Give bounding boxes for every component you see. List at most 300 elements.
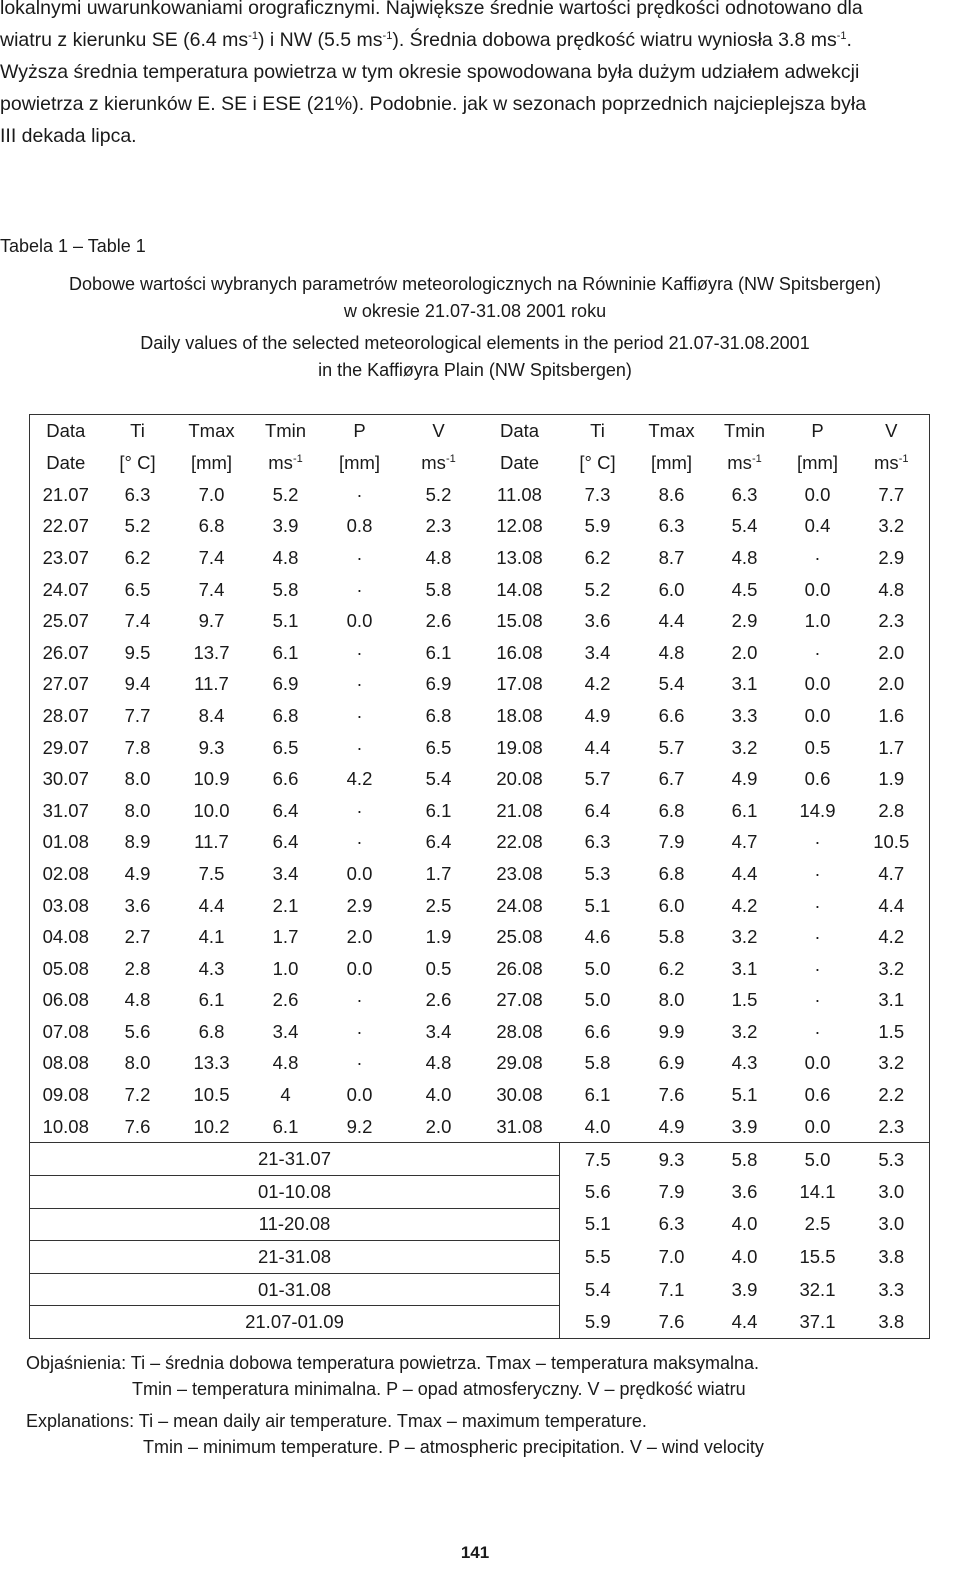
table-cell: 4.1 — [198, 926, 225, 948]
table-cell: 4.3 — [731, 1052, 758, 1074]
summary-row — [30, 1208, 930, 1241]
table-cell: 12.08 — [496, 515, 543, 537]
table-cell: 2.3 — [878, 1115, 905, 1137]
table-cell: 6.9 — [658, 1052, 685, 1074]
header-cell: [mm] — [338, 452, 381, 473]
table-cell: 2.9 — [346, 894, 373, 916]
table-cell: 0.6 — [804, 1084, 831, 1106]
table-cell: 9.9 — [658, 1020, 685, 1042]
table-cell: 3.4 — [425, 1020, 452, 1042]
table-row — [30, 732, 930, 764]
table-row — [30, 637, 930, 669]
table-cell: 2.8 — [878, 799, 905, 821]
table-cell: · — [814, 546, 821, 568]
table-cell: 26.08 — [496, 957, 543, 979]
table-cell: 6.9 — [272, 673, 299, 695]
table-cell: 6.3 — [124, 483, 151, 505]
table-cell: 07.08 — [42, 1020, 89, 1042]
table-cell: 1.9 — [425, 926, 452, 948]
table-cell: 4.7 — [731, 831, 758, 853]
table-header — [30, 415, 930, 480]
summary-period-label: 01-10.08 — [30, 1176, 560, 1209]
table-cell: 3.6 — [124, 894, 151, 916]
summary-cell: 14.1 — [799, 1180, 836, 1202]
table-cell: · — [356, 1052, 363, 1074]
table-cell: 1.7 — [272, 926, 299, 948]
summary-cell: 7.6 — [658, 1310, 685, 1332]
table-cell: 27.07 — [42, 673, 89, 695]
unit-text: ms — [421, 452, 446, 473]
paragraph-text: ). Średnia dobowa prędkość wiatru wyniosła 3.8 ms — [392, 29, 837, 51]
table-cell: 14.9 — [799, 799, 836, 821]
table-cell: 6.8 — [198, 1020, 225, 1042]
summary-cell: 5.9 — [584, 1310, 611, 1332]
table-cell: 5.1 — [731, 1084, 758, 1106]
table-cell: 30.08 — [496, 1084, 543, 1106]
table-cell: 0.0 — [804, 704, 831, 726]
table-cell: 0.0 — [346, 610, 373, 632]
summary-cell: 3.0 — [878, 1180, 905, 1202]
table-cell: 8.7 — [658, 546, 685, 568]
table-cell: 6.4 — [425, 831, 452, 853]
table-cell: 17.08 — [496, 673, 543, 695]
table-cell: 7.2 — [124, 1084, 151, 1106]
summary-cell: 5.8 — [708, 1143, 782, 1176]
table-cell: 6.5 — [425, 736, 452, 758]
table-cell: 2.6 — [272, 989, 299, 1011]
table-cell: 1.7 — [425, 862, 452, 884]
table-cell: 2.0 — [346, 926, 373, 948]
table-cell: 4.0 — [425, 1084, 452, 1106]
header-row-units — [30, 447, 930, 479]
table-cell: 4.9 — [124, 862, 151, 884]
table-cell: 6.5 — [272, 736, 299, 758]
table-cell: 7.4 — [198, 578, 225, 600]
table-cell: 31.08 — [496, 1115, 543, 1137]
table-cell: 0.5 — [804, 736, 831, 758]
table-cell: · — [356, 736, 363, 758]
table-cell: · — [814, 831, 821, 853]
summary-cell: 5.6 — [584, 1180, 611, 1202]
table-cell: 10.9 — [193, 768, 230, 790]
caption-line: in the Kaffiøyra Plain (NW Spitsbergen) — [318, 360, 632, 380]
summary-period-label: 11-20.08 — [30, 1208, 560, 1241]
paragraph-line: III dekada lipca. — [0, 125, 137, 147]
table-cell: 5.2 — [124, 515, 151, 537]
table-row — [30, 953, 930, 985]
header-row-names — [30, 415, 930, 448]
table-cell: 4.7 — [878, 862, 905, 884]
table-cell: · — [814, 641, 821, 663]
header-cell: Tmin — [264, 420, 307, 441]
table-cell: 20.08 — [496, 768, 543, 790]
table-cell: 04.08 — [42, 926, 89, 948]
table-cell: · — [356, 578, 363, 600]
table-cell: 2.8 — [124, 957, 151, 979]
table-cell: 3.4 — [584, 641, 611, 663]
table-cell: 6.0 — [658, 578, 685, 600]
table-cell: 29.07 — [42, 736, 89, 758]
table-cell: 28.07 — [42, 704, 89, 726]
table-cell: 8.6 — [658, 483, 685, 505]
table-cell: 13.7 — [193, 641, 230, 663]
table-cell: 3.9 — [272, 515, 299, 537]
summary-period-label: 21-31.08 — [30, 1241, 560, 1274]
table-cell: 5.8 — [658, 926, 685, 948]
table-cell: · — [356, 831, 363, 853]
table-cell: 6.5 — [124, 578, 151, 600]
paragraph-text: . — [846, 29, 852, 51]
table-cell: 08.08 — [42, 1052, 89, 1074]
table-cell: 8.0 — [124, 768, 151, 790]
table-cell: 6.1 — [198, 989, 225, 1011]
table-cell: 2.6 — [425, 989, 452, 1011]
summary-cell: 7.0 — [658, 1246, 685, 1268]
table-cell: 24.07 — [42, 578, 89, 600]
table-cell: 21.07 — [42, 483, 89, 505]
table-cell: 0.0 — [804, 578, 831, 600]
table-cell: 3.4 — [272, 862, 299, 884]
header-cell: Data — [499, 420, 540, 441]
table-cell: 11.7 — [194, 831, 229, 853]
summary-row — [30, 1306, 930, 1339]
table-cell: 9.2 — [346, 1115, 373, 1137]
table-cell: 1.5 — [878, 1020, 905, 1042]
table-cell: 1.9 — [878, 768, 905, 790]
table-cell: 6.7 — [658, 768, 685, 790]
summary-cell: 7.1 — [658, 1278, 685, 1300]
table-cell: 5.7 — [658, 736, 685, 758]
table-cell: · — [356, 989, 363, 1011]
table-cell: 6.1 — [425, 799, 452, 821]
table-cell: 06.08 — [42, 989, 89, 1011]
table-cell: 0.6 — [804, 768, 831, 790]
summary-cell: 3.9 — [731, 1278, 758, 1300]
body-paragraph — [0, 0, 950, 152]
table-cell: 6.4 — [584, 799, 611, 821]
summary-cell: 5.3 — [854, 1143, 930, 1176]
table-cell: 10.08 — [42, 1115, 89, 1137]
table-cell: 5.1 — [584, 894, 611, 916]
table-cell: 3.2 — [731, 736, 758, 758]
table-cell: 6.1 — [731, 799, 758, 821]
table-cell: 3.1 — [731, 957, 758, 979]
table-cell: 6.8 — [198, 515, 225, 537]
table-cell: · — [356, 641, 363, 663]
table-cell: 5.9 — [584, 515, 611, 537]
table-cell: 4.8 — [272, 1052, 299, 1074]
summary-cell: 5.4 — [584, 1278, 611, 1300]
table-cell: 5.4 — [658, 673, 685, 695]
table-cell: 6.6 — [658, 704, 685, 726]
summary-row — [30, 1143, 930, 1176]
table-cell: 7.5 — [198, 862, 225, 884]
table-cell: 6.8 — [658, 862, 685, 884]
table-cell: 01.08 — [42, 831, 89, 853]
table-cell: 31.07 — [42, 799, 89, 821]
table-cell: 4.6 — [584, 926, 611, 948]
table-cell: 4.2 — [346, 768, 373, 790]
superscript: -1 — [445, 453, 456, 465]
summary-row — [30, 1176, 930, 1209]
table-cell: 22.08 — [496, 831, 543, 853]
table-cell: 10.0 — [193, 799, 230, 821]
table-cell: 2.0 — [425, 1115, 452, 1137]
table-cell: 3.2 — [731, 926, 758, 948]
note-line: Tmin – minimum temperature. P – atmospheric precipitation. V – wind velocity — [143, 1437, 764, 1457]
header-cell: P — [811, 420, 824, 441]
table-cell: 10.5 — [873, 831, 910, 853]
table-cell: 6.6 — [272, 768, 299, 790]
summary-cell: 32.1 — [799, 1278, 836, 1300]
table-cell: 5.4 — [731, 515, 758, 537]
header-cell: V — [885, 420, 898, 441]
table-cell: 22.07 — [42, 515, 89, 537]
note-line: Objaśnienia: Ti – średnia dobowa temperatura powietrza. Tmax – temperatura maksymalna. — [26, 1353, 760, 1373]
table-cell: · — [814, 862, 821, 884]
table-cell: 3.1 — [731, 673, 758, 695]
table-cell: 2.3 — [425, 515, 452, 537]
summary-cell: 6.3 — [658, 1213, 685, 1235]
table-cell: 1.0 — [272, 957, 299, 979]
table-cell: 2.1 — [272, 894, 299, 916]
table-cell: 09.08 — [42, 1084, 89, 1106]
header-cell: Tmin — [723, 420, 766, 441]
table-cell: 5.4 — [425, 768, 452, 790]
header-cell: P — [353, 420, 366, 441]
header-cell: V — [432, 420, 445, 441]
summary-cell: 3.8 — [878, 1246, 905, 1268]
summary-cell: 3.8 — [878, 1310, 905, 1332]
paragraph-text: wiatru z kierunku SE (6.4 ms — [0, 29, 249, 51]
table-cell: 8.0 — [658, 989, 685, 1011]
table-cell: 6.3 — [584, 831, 611, 853]
table-cell: 7.6 — [124, 1115, 151, 1137]
table-cell: 29.08 — [496, 1052, 543, 1074]
header-cell — [854, 447, 930, 479]
header-cell: [° C] — [579, 452, 616, 473]
header-cell: [mm] — [190, 452, 233, 473]
superscript: -1 — [751, 453, 762, 465]
table-cell: 6.8 — [658, 799, 685, 821]
table-cell: 6.1 — [272, 1115, 299, 1137]
table-cell: 7.0 — [198, 483, 225, 505]
table-cell: 26.07 — [42, 641, 89, 663]
table-cell: 25.08 — [496, 926, 543, 948]
table-cell: · — [814, 894, 821, 916]
table-cell: · — [356, 799, 363, 821]
table-cell: 6.1 — [425, 641, 452, 663]
summary-cell: 5.0 — [782, 1143, 854, 1176]
summary-values-body — [30, 1143, 930, 1339]
table-cell: 11.08 — [497, 483, 542, 505]
unit-text: ms — [268, 452, 293, 473]
table-cell: 5.7 — [584, 768, 611, 790]
table-cell: 1.6 — [878, 704, 905, 726]
table-row — [30, 700, 930, 732]
unit-text: ms — [727, 452, 752, 473]
explanations-english — [0, 1408, 950, 1460]
table-cell: 6.8 — [272, 704, 299, 726]
table-cell: 4.8 — [124, 989, 151, 1011]
table-cell: 16.08 — [496, 641, 543, 663]
table-cell: 4.5 — [731, 578, 758, 600]
table-row — [30, 795, 930, 827]
table-cell: 18.08 — [496, 704, 543, 726]
table-cell: 2.5 — [425, 894, 452, 916]
table-cell: · — [814, 1020, 821, 1042]
meteorological-data-table — [29, 414, 930, 1339]
table-cell: 7.7 — [124, 704, 151, 726]
table-cell: 4.8 — [658, 641, 685, 663]
table-cell: 10.2 — [193, 1115, 230, 1137]
table-cell: 13.08 — [496, 546, 543, 568]
table-row — [30, 985, 930, 1017]
summary-cell: 5.1 — [584, 1213, 611, 1235]
table-cell: 4.8 — [272, 546, 299, 568]
header-cell: [° C] — [119, 452, 156, 473]
table-cell: 4.2 — [731, 894, 758, 916]
table-cell: 3.3 — [731, 704, 758, 726]
table-cell: 23.08 — [496, 862, 543, 884]
table-cell: 6.4 — [272, 799, 299, 821]
table-cell: 4.8 — [425, 546, 452, 568]
summary-cell: 2.5 — [804, 1213, 831, 1235]
caption-line: w okresie 21.07-31.08 2001 roku — [343, 301, 607, 321]
table-cell: 6.9 — [425, 673, 452, 695]
summary-cell: 5.5 — [584, 1246, 611, 1268]
summary-row — [30, 1273, 930, 1306]
table-cell: 3.2 — [878, 515, 905, 537]
table-cell: · — [356, 704, 363, 726]
summary-cell: 9.3 — [636, 1143, 708, 1176]
table-cell: 0.0 — [804, 483, 831, 505]
table-cell: 3.2 — [878, 1052, 905, 1074]
table-cell: 0.8 — [346, 515, 373, 537]
table-cell: 4.2 — [878, 926, 905, 948]
table-cell: 5.6 — [124, 1020, 151, 1042]
table-cell: 6.1 — [272, 641, 299, 663]
table-row — [30, 605, 930, 637]
header-cell: Data — [46, 420, 86, 441]
table-cell: 3.4 — [272, 1020, 299, 1042]
table-cell: · — [814, 957, 821, 979]
table-cell: 13.3 — [193, 1052, 230, 1074]
table-cell: 7.9 — [658, 831, 685, 853]
table-cell: 4.9 — [658, 1115, 685, 1137]
table-cell: 7.6 — [658, 1084, 685, 1106]
summary-cell: 3.6 — [731, 1180, 758, 1202]
table-cell: 4.8 — [425, 1052, 452, 1074]
table-cell: 6.6 — [584, 1020, 611, 1042]
table-cell: 5.2 — [272, 483, 299, 505]
header-cell — [398, 447, 480, 479]
table-cell: 2.7 — [124, 926, 151, 948]
table-cell: 05.08 — [42, 957, 89, 979]
explanations-polish — [0, 1350, 950, 1402]
table-cell: · — [356, 673, 363, 695]
table-cell: 28.08 — [496, 1020, 543, 1042]
superscript: -1 — [836, 30, 847, 42]
table-cell: 6.4 — [272, 831, 299, 853]
summary-period-label: 21.07-01.09 — [30, 1306, 560, 1339]
superscript: -1 — [292, 453, 303, 465]
table-row — [30, 1079, 930, 1111]
table-row — [30, 1111, 930, 1143]
table-cell: 6.8 — [425, 704, 452, 726]
table-cell: 25.07 — [42, 610, 89, 632]
table-cell: 0.5 — [425, 957, 452, 979]
header-cell: Date — [46, 452, 86, 473]
table-cell: 21.08 — [496, 799, 543, 821]
summary-cell: 3.0 — [878, 1213, 905, 1235]
table-cell: 5.8 — [272, 578, 299, 600]
table-cell: 24.08 — [496, 894, 543, 916]
header-cell: [mm] — [650, 452, 693, 473]
table-cell: 4.8 — [731, 546, 758, 568]
table-cell: · — [356, 546, 363, 568]
table-cell: 14.08 — [496, 578, 543, 600]
summary-cell: 4.0 — [731, 1246, 758, 1268]
table-cell: 2.0 — [878, 673, 905, 695]
table-row — [30, 511, 930, 543]
table-row — [30, 921, 930, 953]
header-cell: Tmax — [648, 420, 695, 441]
summary-cell: 7.9 — [658, 1180, 685, 1202]
table-cell: 4.4 — [198, 894, 225, 916]
table-caption-english — [0, 330, 950, 384]
header-cell: [mm] — [796, 452, 839, 473]
table-cell: 4.4 — [878, 894, 905, 916]
table-cell: 6.2 — [124, 546, 151, 568]
table-cell: 0.0 — [346, 957, 373, 979]
table-cell: 2.0 — [878, 641, 905, 663]
summary-cell: 37.1 — [799, 1310, 836, 1332]
table-cell: 2.9 — [731, 610, 758, 632]
table-cell: · — [356, 483, 363, 505]
table-cell: · — [814, 926, 821, 948]
table-cell: 8.4 — [198, 704, 225, 726]
table-row — [30, 827, 930, 859]
header-cell: Tmax — [188, 420, 235, 441]
table-cell: 5.2 — [584, 578, 611, 600]
page-number: 141 — [460, 1543, 490, 1562]
table-cell: 4.4 — [731, 862, 758, 884]
table-cell: 9.4 — [124, 673, 151, 695]
paragraph-line: lokalnymi uwarunkowaniami orograficznymi. Największe średnie wartości prędkości odnotowano dla — [0, 0, 863, 19]
table-cell: 3.9 — [731, 1115, 758, 1137]
table-row — [30, 890, 930, 922]
summary-period-label: 01-31.08 — [30, 1273, 560, 1306]
table-cell: 4 — [280, 1084, 291, 1106]
table-cell: 7.3 — [584, 483, 611, 505]
header-cell — [250, 447, 322, 479]
table-row — [30, 574, 930, 606]
note-line: Tmin – temperatura minimalna. P – opad atmosferyczny. V – prędkość wiatru — [132, 1379, 746, 1399]
table-cell: 4.2 — [584, 673, 611, 695]
table-cell: 3.6 — [584, 610, 611, 632]
table-cell: 6.3 — [658, 515, 685, 537]
paragraph-line: Wyższa średnia temperatura powietrza w tym okresie spowodowana była dużym udziałem adwekcji — [0, 61, 860, 83]
table-cell: 03.08 — [42, 894, 89, 916]
table-cell: 27.08 — [496, 989, 543, 1011]
summary-cell: 3.3 — [878, 1278, 905, 1300]
table-cell: 30.07 — [42, 768, 89, 790]
table-cell: 0.0 — [346, 862, 373, 884]
table-cell: 8.9 — [124, 831, 151, 853]
table-cell: 0.0 — [346, 1084, 373, 1106]
table-cell: 4.4 — [658, 610, 685, 632]
